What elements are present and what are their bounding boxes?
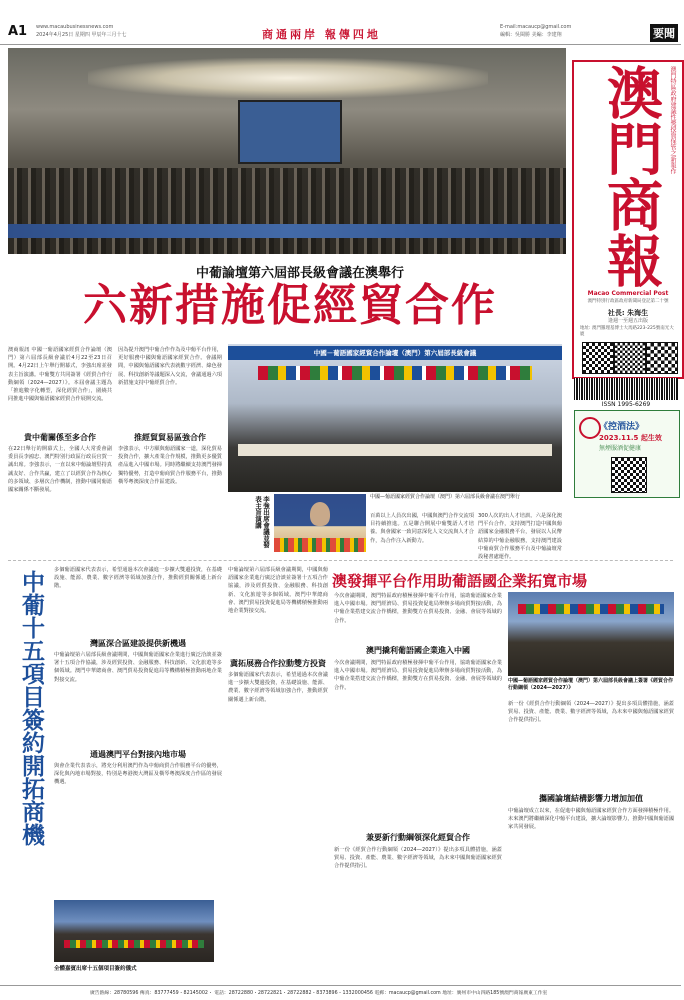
lead-headline: 六新措施促經貿合作: [83, 280, 497, 331]
masthead: [572, 60, 684, 379]
left-article-lead: 多個葡語國家代表表示，希望通過本次會議進一步擴大雙邊投資，在基礎設施、能源、農業、數字經濟等領域加強合作，推動經貿關係邁上新台階。: [54, 567, 222, 590]
tables-blue: [8, 224, 566, 238]
page-header: [0, 0, 681, 45]
footer-text: 廣告熱線：28780596 傳真：83777459・82145002・ 電話：28722880・28722821・28722882・8373896・1332000456 電郵：macaucp@gmail.com 地址：廣州市中山四路185號澳門商報廣東工作室: [90, 991, 548, 996]
speaker-photo: [274, 494, 366, 552]
website: www.macaubusinessnews.com: [36, 24, 114, 30]
signing-photo: [54, 900, 214, 962]
left-article-subhead-2: 通過澳門平台對接內地市場: [90, 750, 186, 759]
slogan: 商通兩岸 報傳四地: [262, 28, 381, 41]
right-article-subhead-1: 澳門撬利葡語國企業進入中國: [366, 646, 470, 655]
lead-col-2: [118, 346, 222, 552]
right-article-col-1: [334, 592, 502, 982]
masthead-note: 澳門特區政府建議性獎授資保管之新報作: [669, 66, 676, 174]
right-article-col-2: [508, 700, 674, 982]
page-number: A1: [8, 24, 28, 39]
issue-date: 2024年4月25日 星期四 甲辰年三月十七: [36, 32, 127, 38]
left-article: [54, 566, 222, 896]
right-article-body-3: 中葡論壇成立以來，在促進中國與葡語國家經貿合作方面發揮積極作用。未來澳門將繼續深化中葡平台建設，擴大論壇影響力，推動中國與葡語國家共同發展。: [508, 808, 675, 831]
speaker-caption: 李強出席會議並發表主旨演講: [254, 496, 270, 548]
signing-photo-caption: 全體嘉賓出席十五個項目簽約儀式: [54, 966, 137, 972]
podium-table: [238, 444, 552, 456]
speaker-figure: [310, 502, 330, 526]
footer: [0, 985, 681, 1000]
right-photo-flags: [518, 604, 664, 614]
barcode: [574, 378, 678, 400]
right-article-photo-caption: 中國—葡語國家經貿合作論壇（澳門）第六屆部長級會議上簽署《經貿合作行動綱領（2024—2027）》: [508, 678, 674, 691]
left-article-headline: 中葡十五項目簽約開拓商機: [18, 570, 45, 846]
lead-col-1-text: 澳商報訊 中國一葡語國家經貿合作論壇（澳門）第六屆部長級會議於4月22至23日召開。4月22日上午舉行開幕式，李強出席並發表主旨演講。中葡雙方共同簽署《經貿合作行動綱領（2024—2027）》。本屆會議主題為「推進數字化轉型，深化經貿合作」，圍繞共同推進中國與葡語國家經貿合作展開交流。: [8, 347, 112, 403]
chandelier-icon: [88, 58, 488, 98]
masthead-address: 地址: 澳門羅理基博士大馬路223-225號南光大廈: [580, 326, 674, 337]
qr-code-icon[interactable]: [614, 342, 646, 374]
right-article-body-2: 新一份《經貿合作行動綱領（2024—2027）》提出多項具體措施，涵蓋貿易、投資、產能、農業、數字經濟等領域，為未來中國與葡語國家經貿合作提供指引。: [334, 847, 502, 870]
qr-code-icon[interactable]: [582, 342, 614, 374]
right-article-subhead-2: 兼要新行動綱領深化經貿合作: [366, 833, 470, 842]
right-article-lead: 今次會議期間，澳門特區政府積極發揮中葡平台作用，協助葡語國家企業進入中國市場。澳門經濟局、貿易投資促進局舉辦多場商貿對接活動，為中葡企業搭建交流合作橋樑，推動雙方在貿易投資、金融、會展等領域的合作。: [334, 593, 502, 624]
lead-col-1-text-b: 在22日舉行的開幕式上，全國人大常委會副委員長李鴻忠、澳門特別行政區行政長官賀一誠出席。李強表示，一直以來中葡論壇堅持真誠友好、合作共贏，建立了以經貿合作為核心的多領域、多層次合作機制，推動中國同葡語國家關係不斷發展。: [8, 446, 112, 494]
flags-row: [258, 366, 532, 380]
lead-col-4: 百萬以上人員次出國，中國與澳門合作交流項目持續推進。五是聯合開展中葡雙語人才培養。與會國家一致同意深化人文交流與人才合作，為合作注入新動力。: [370, 513, 474, 544]
right-article-body-2b: 新一份《經貿合作行動綱領（2024—2027）》提出多項具體措施，涵蓋貿易、投資、產能、農業、數字經濟等領域，為未來中國與葡語國家經貿合作提供指引。: [508, 701, 675, 724]
promo-box: [574, 410, 680, 498]
right-article-photo: [508, 592, 674, 676]
main-conference-photo: [8, 48, 566, 254]
left-article-col-2: [228, 566, 328, 896]
qr-code-icon[interactable]: [646, 342, 678, 374]
ministers-photo-caption: 中國—葡語國家經貿合作論壇（澳門）第六屆部長級會議在澳門舉行: [370, 494, 521, 500]
masthead-english: Macao Commercial Post: [587, 290, 669, 297]
audience-rows: [8, 168, 566, 254]
qr-code-icon[interactable]: [611, 457, 647, 493]
left-article-subhead-1: 灣區深合區建設提供新機遇: [90, 639, 186, 648]
masthead-publisher: 社長: 朱海生: [607, 309, 649, 317]
lead-col-2-text: 因為提升澳門中葡合作作為及中葡平台作用，更好服務中國與葡語國家經貿合作。會議期間，中國與葡語國家代表就數字經濟、綠色發展、科技創新等議題深入交流，會議通過六項新措施支持中葡經貿合作。: [118, 347, 222, 386]
right-article-body-1: 今次會議期間，澳門特區政府積極發揮中葡平台作用，協助葡語國家企業進入中國市場。澳門經濟局、貿易投資促進局舉辦多場商貿對接活動，為中葡企業搭建交流合作橋樑，推動雙方在貿易投資、金融、會展等領域的合作。: [334, 660, 502, 691]
ministers-photo: [228, 344, 562, 492]
left-article-body-1: 中葡論壇第六屆部長級會議期間，中國與葡語國家企業進行廣泛洽談並簽署十五項合作協議，涉及經貿投資、金融服務、科技創新、文化旅遊等多個領域。澳門中華總商會、澳門貿易投資促進局等機構積極推動兩地企業對接交流。: [54, 652, 222, 683]
lead-col-1: [8, 346, 112, 552]
lead-col-1-subhead: 貴中葡關係至多合作: [24, 433, 96, 442]
signing-flags: [64, 940, 204, 948]
email: E-mail:macaucp@gmail.com: [500, 24, 572, 30]
editors: 編輯：吳閩勝 美編：李建翔: [500, 32, 562, 38]
left-article-body-2: 與會企業代表表示，將充分利用澳門作為中葡商貿合作服務平台的優勢，深化與內地市場對接，特別是粵港澳大灣區及橫琴粵澳深度合作區的發展機遇。: [54, 763, 222, 786]
left-article-body-3: 多個葡語國家代表表示，希望通過本次會議進一步擴大雙邊投資，在基礎設施、能源、農業、數字經濟等領域加強合作，推動經貿關係邁上新台階。: [228, 672, 328, 703]
no-alcohol-icon: [579, 417, 601, 439]
right-article-subhead-3: 攜國論壇結構影響力增加加值: [539, 794, 643, 803]
lead-col-2-text-b: 李強表示，中方願與葡語國家一道，深化貿易投資合作，擴大產業合作規模，推動更多優質產品進入中國市場。同時將繼續支持澳門發揮獨特優勢，打造中葡商貿合作服務平台，推動橫琴粵澳深度合作區建設。: [118, 446, 222, 485]
flowers: [274, 538, 366, 552]
lead-col-5: 300人次的出人才培訓。六是深化澳門平台合作，支持澳門打造中國與葡語國家金融服務平台，發展以人民幣結算的中葡金融服務，支持澳門建設中葡商貿合作服務平台及中葡論壇常設秘書處運作。: [478, 513, 562, 561]
left-article-body-2b: 中葡論壇第六屆部長級會議期間，中國與葡語國家企業進行廣泛洽談並簽署十五項合作協議，涉及經貿投資、金融服務、科技創新、文化旅遊等多個領域。澳門中華總商會、澳門貿易投資促進局等機構積極推動兩地企業對接交流。: [228, 567, 328, 615]
left-article-subhead-3: 冀拓展務合作拉動雙方投資: [230, 659, 326, 668]
masthead-title: 澳門商報: [598, 64, 664, 288]
promo-slogan: 無煙服酒促健康: [599, 445, 642, 452]
issn: ISSN 1995-6269: [601, 401, 651, 408]
right-article-headline: 澳發揮平台作用助葡語國企業拓寬市場: [332, 572, 588, 590]
stage-screen: [238, 100, 342, 164]
lead-kicker: 中葡論壇第六屆部長級會議在澳舉行: [195, 266, 404, 281]
divider: [8, 560, 673, 561]
lead-col-2-subhead: 推經貿貿易區強合作: [134, 433, 206, 442]
promo-title: 《控酒法》: [599, 422, 645, 432]
promo-date: 2023.11.5 起生效: [599, 434, 662, 442]
masthead-weekly: 逢週一至週五出版: [607, 318, 648, 324]
masthead-english-sub: 澳門特別行政區政府新聞局登記第二十號: [587, 299, 669, 304]
section-label: 要聞: [650, 24, 678, 42]
banner-text: 中國－葡語國家經貿合作論壇（澳門）第六屆部長級會議: [313, 349, 477, 357]
